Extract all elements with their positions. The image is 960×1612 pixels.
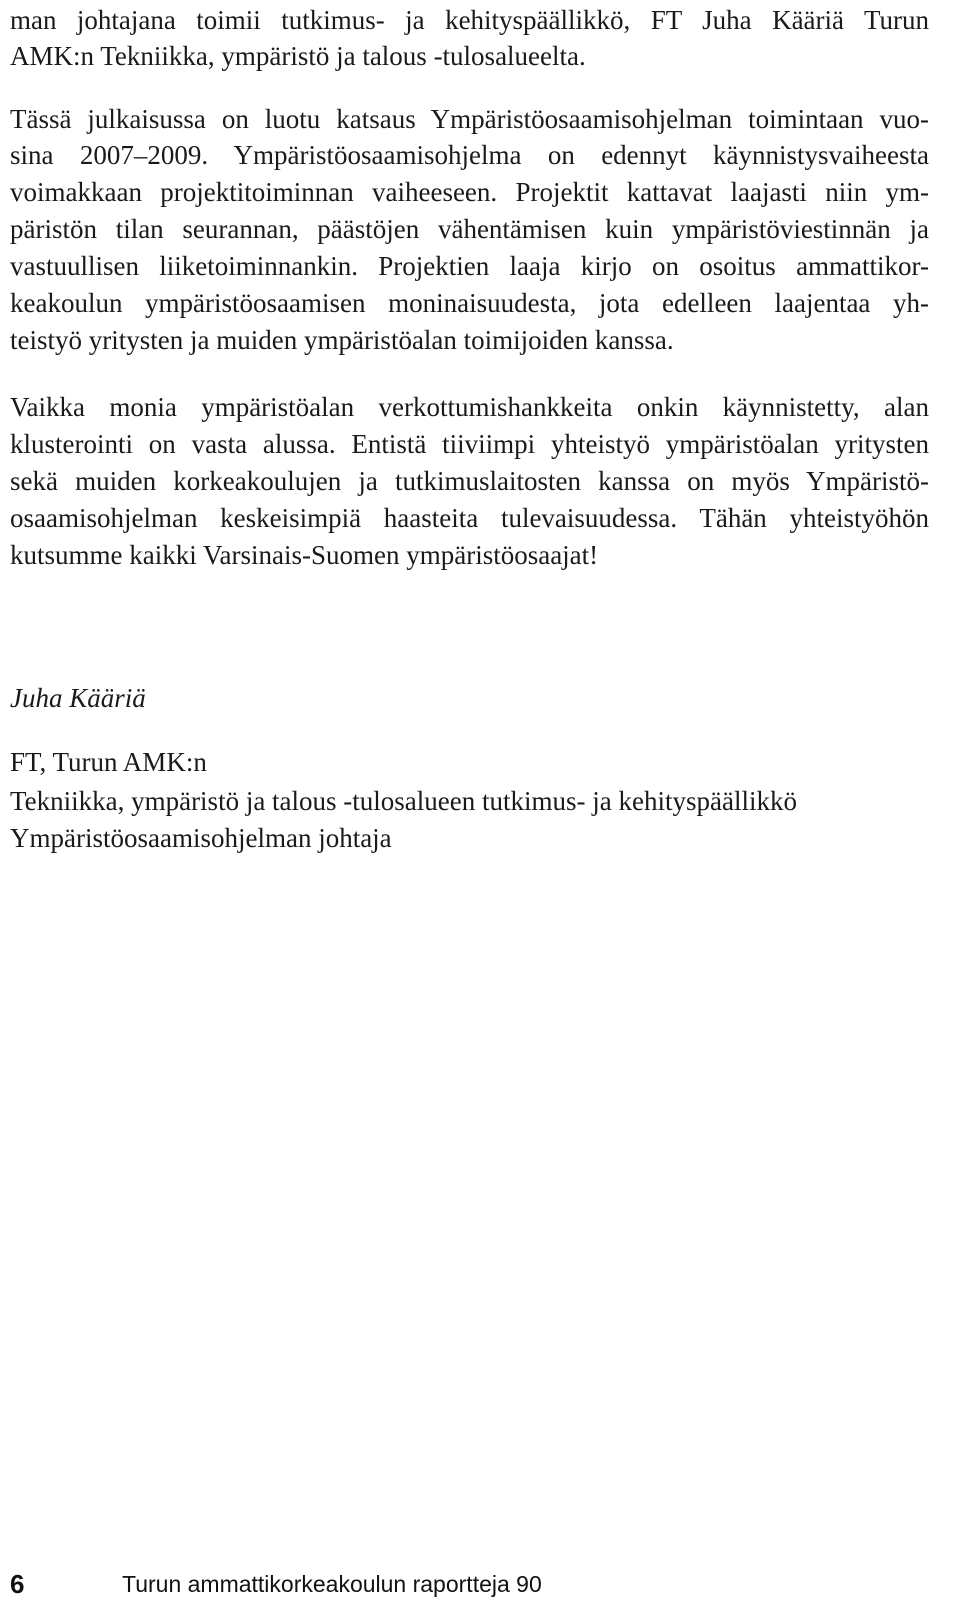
- text-line: keakoulun ympäristöosaamisen moninaisuudesta, jota edelleen laajentaa yh-: [10, 288, 929, 318]
- text-line: Tässä julkaisussa on luotu katsaus Ympäristöosaamisohjelman toimintaan vuo-: [10, 104, 929, 134]
- text-line: Vaikka monia ympäristöalan verkottumishankkeita onkin käynnistetty, alan: [10, 392, 929, 422]
- text-line: klusterointi on vasta alussa. Entistä tiiviimpi yhteistyö ympäristöalan yritysten: [10, 429, 929, 459]
- text-line: päristön tilan seurannan, päästöjen vähentämisen kuin ympäristöviestinnän ja: [10, 214, 929, 244]
- text-line: sina 2007–2009. Ympäristöosaamisohjelma on edennyt käynnistysvaiheesta: [10, 140, 929, 170]
- text-line: man johtajana toimii tutkimus- ja kehityspäällikkö, FT Juha Kääriä Turun: [10, 5, 929, 35]
- signature-line: Ympäristöosaamisohjelman johtaja: [10, 823, 392, 853]
- text-line: kutsumme kaikki Varsinais-Suomen ympäristöosaajat!: [10, 540, 599, 570]
- text-line: sekä muiden korkeakoulujen ja tutkimuslaitosten kanssa on myös Ympäristö-: [10, 466, 929, 496]
- text-line: teistyö yritysten ja muiden ympäristöalan toimijoiden kanssa.: [10, 325, 674, 355]
- text-line: vastuullisen liiketoiminnankin. Projektien laaja kirjo on osoitus ammattikor-: [10, 251, 929, 281]
- signature-line: Tekniikka, ympäristö ja talous -tulosalueen tutkimus- ja kehityspäällikkö: [10, 786, 797, 816]
- footer-series-title: Turun ammattikorkeakoulun raportteja 90: [122, 1571, 542, 1597]
- text-line: voimakkaan projektitoiminnan vaiheeseen. Projektit kattavat laajasti niin ym-: [10, 177, 929, 207]
- page-number: 6: [10, 1569, 25, 1599]
- signature-line: FT, Turun AMK:n: [10, 747, 207, 777]
- signature-name: Juha Kääriä: [10, 683, 146, 713]
- text-line: AMK:n Tekniikka, ympäristö ja talous -tulosalueelta.: [10, 41, 586, 71]
- document-page: [10, 0, 930, 1612]
- text-line: osaamisohjelman keskeisimpiä haasteita tulevaisuudessa. Tähän yhteistyöhön: [10, 503, 929, 533]
